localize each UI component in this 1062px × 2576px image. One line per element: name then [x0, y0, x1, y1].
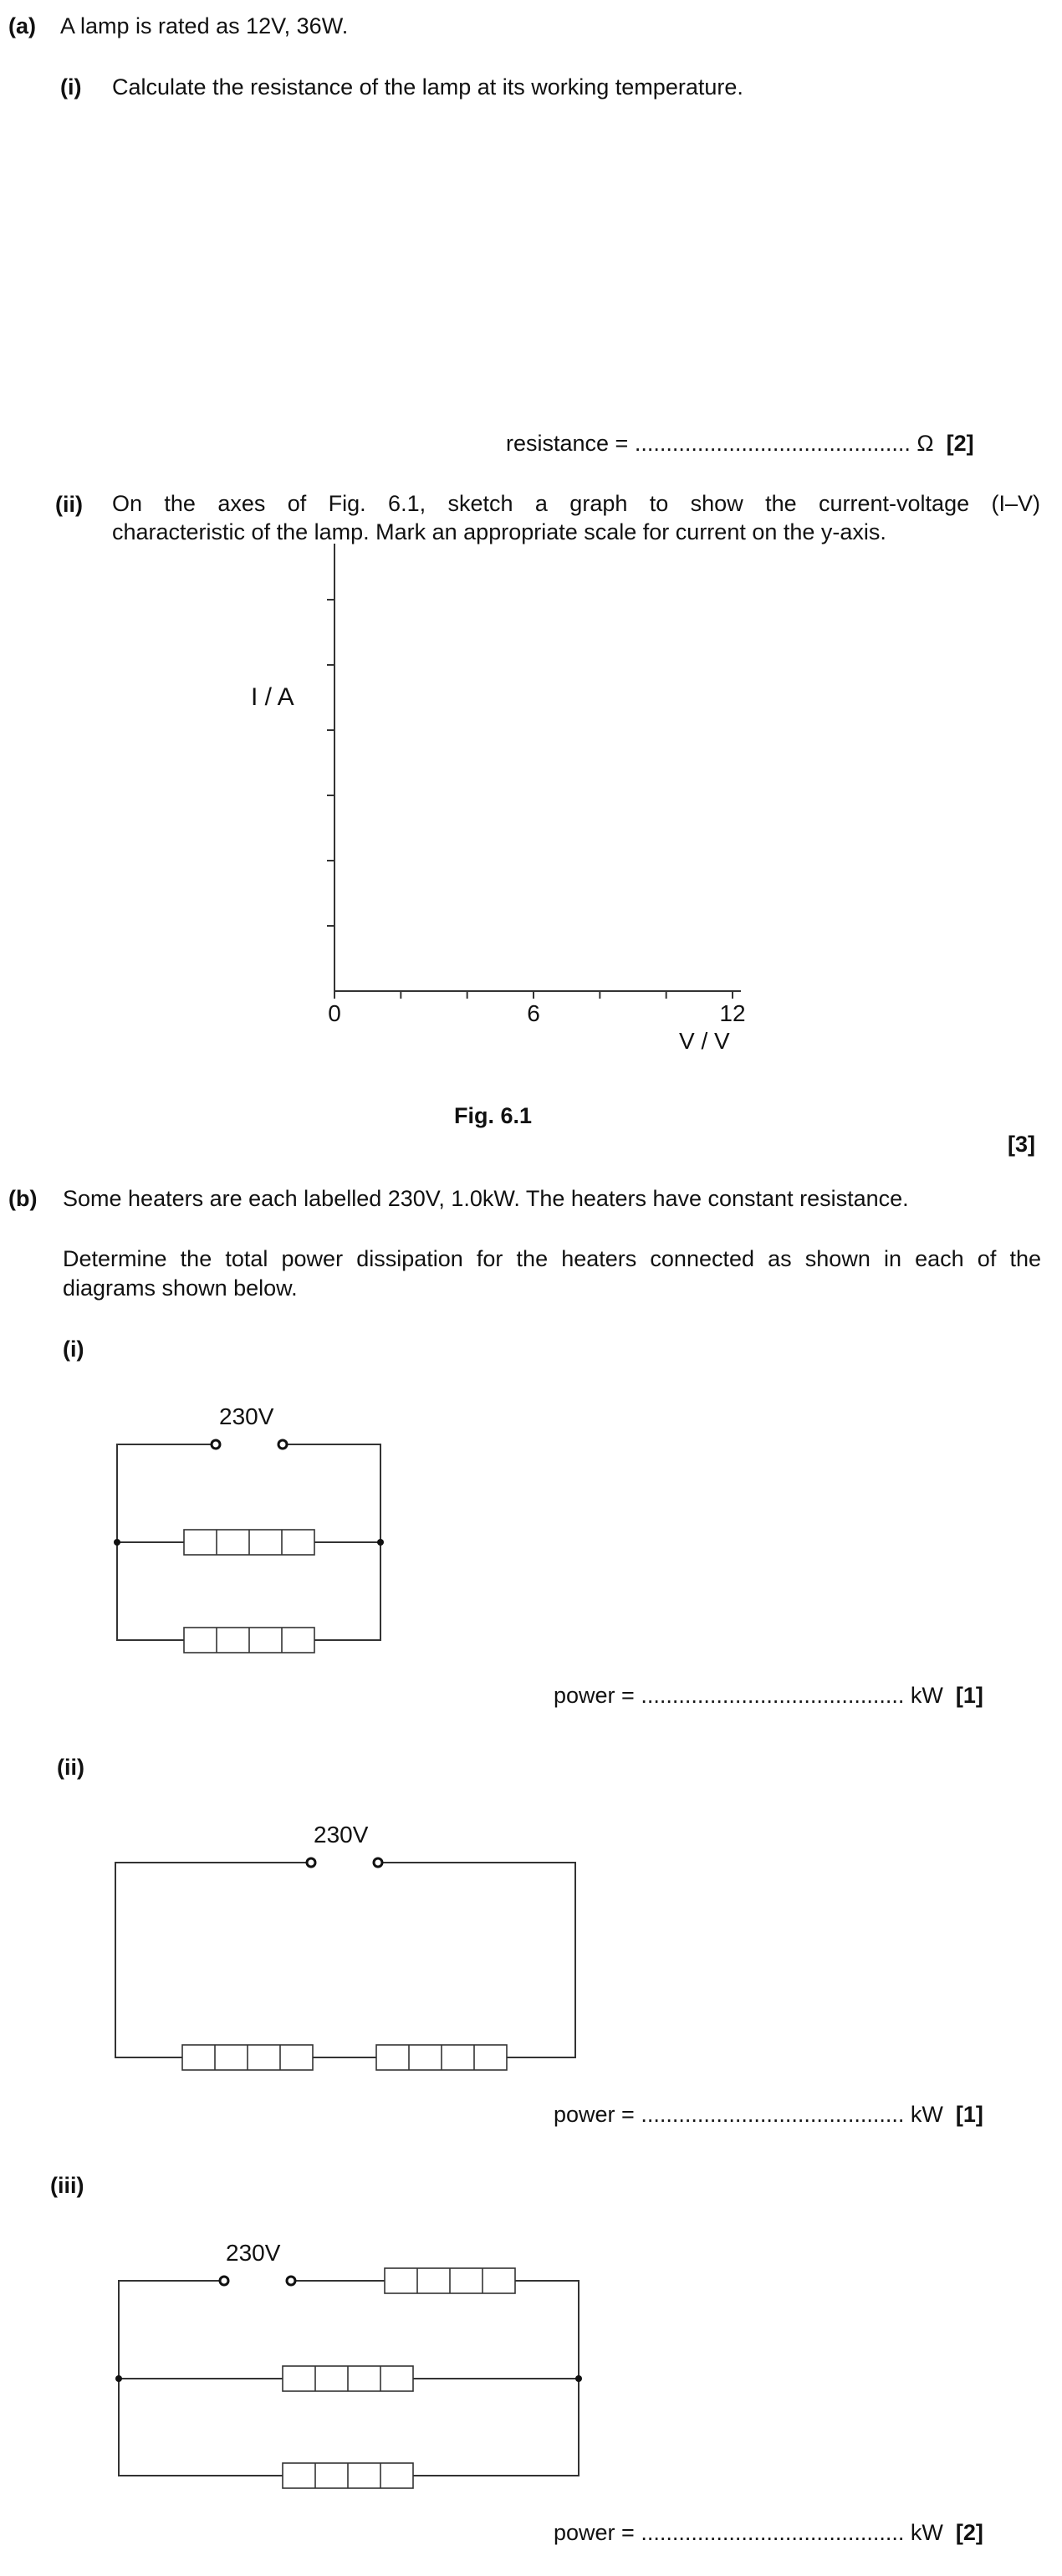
unit-ohm: Ω — [916, 431, 934, 456]
junction-icon — [114, 1539, 120, 1546]
x-axis-label: V / V — [679, 1028, 730, 1054]
marks: [1] — [955, 1683, 983, 1708]
unit-kw: kW — [910, 2102, 943, 2127]
junction-icon — [575, 2375, 582, 2382]
answer-prefix: power = — [554, 2102, 641, 2127]
answer-prefix: power = — [554, 1683, 641, 1708]
marks: [1] — [955, 2102, 983, 2127]
part-a-i-label: (i) — [60, 74, 82, 100]
part-a-ii-marks: [3] — [1008, 1132, 1035, 1157]
terminal-icon — [278, 1440, 287, 1449]
circuit-i — [114, 1440, 384, 1653]
answer-dots[interactable]: .......................................... — [641, 2102, 905, 2127]
b-iii-voltage-label: 230V — [226, 2240, 281, 2266]
b-ii-voltage-label: 230V — [314, 1822, 369, 1848]
answer-dots[interactable]: .......................................... — [641, 1683, 905, 1708]
part-b-iii-label: (iii) — [50, 2173, 84, 2198]
heater-resistor — [385, 2268, 515, 2293]
part-a-i-question: Calculate the resistance of the lamp at its working temperature. — [112, 74, 743, 100]
circuit-ii-outer-wire — [115, 1863, 575, 2057]
heater-resistor — [184, 1628, 314, 1653]
terminal-icon — [212, 1440, 220, 1449]
heater-resistor — [283, 2366, 413, 2391]
marks: [2] — [946, 431, 974, 456]
fig-caption: Fig. 6.1 — [454, 1103, 533, 1128]
x-tick-label: 6 — [527, 1000, 540, 1026]
terminal-icon — [374, 1858, 382, 1867]
terminal-icon — [220, 2277, 228, 2285]
part-b-stem: Some heaters are each labelled 230V, 1.0kW. The heaters have constant resistance. — [63, 1186, 909, 1211]
y-axis-label: I / A — [251, 683, 294, 711]
marks: [2] — [955, 2520, 983, 2545]
unit-kw: kW — [910, 1683, 943, 1708]
x-tick-label: 12 — [719, 1000, 746, 1026]
part-b-instr-line1: Determine the total power dissipation for the heaters connected as shown in each of the — [63, 1246, 1041, 1271]
answer-prefix: power = — [554, 2520, 641, 2545]
answer-dots[interactable]: ............................................ — [634, 431, 911, 456]
part-a-label: (a) — [8, 13, 36, 38]
part-b-label: (b) — [8, 1186, 38, 1211]
terminal-icon — [307, 1858, 315, 1867]
heater-resistor — [184, 1530, 314, 1555]
junction-icon — [115, 2375, 122, 2382]
unit-kw: kW — [910, 2520, 943, 2545]
x-tick-label: 0 — [328, 1000, 341, 1026]
part-a-ii-line1: On the axes of Fig. 6.1, sketch a graph to show the current-voltage (I–V) — [112, 491, 1040, 516]
part-b-instr-line2: diagrams shown below. — [63, 1275, 298, 1301]
heater-resistor — [376, 2045, 507, 2070]
heater-resistor — [182, 2045, 313, 2070]
terminal-icon — [287, 2277, 295, 2285]
heater-resistor — [283, 2463, 413, 2488]
part-a-ii-line2: characteristic of the lamp. Mark an appropriate scale for current on the y-axis. — [112, 519, 886, 544]
circuit-ii — [115, 1858, 575, 2070]
part-b-ii-label: (ii) — [57, 1755, 84, 1780]
answer-prefix: resistance = — [506, 431, 635, 456]
circuit-iii — [115, 2268, 582, 2488]
answer-dots[interactable]: .......................................... — [641, 2520, 905, 2545]
junction-icon — [377, 1539, 384, 1546]
b-i-voltage-label: 230V — [219, 1403, 274, 1429]
part-a-stem: A lamp is rated as 12V, 36W. — [60, 13, 349, 38]
part-b-i-label: (i) — [63, 1337, 84, 1362]
part-a-ii-label: (ii) — [55, 492, 83, 517]
